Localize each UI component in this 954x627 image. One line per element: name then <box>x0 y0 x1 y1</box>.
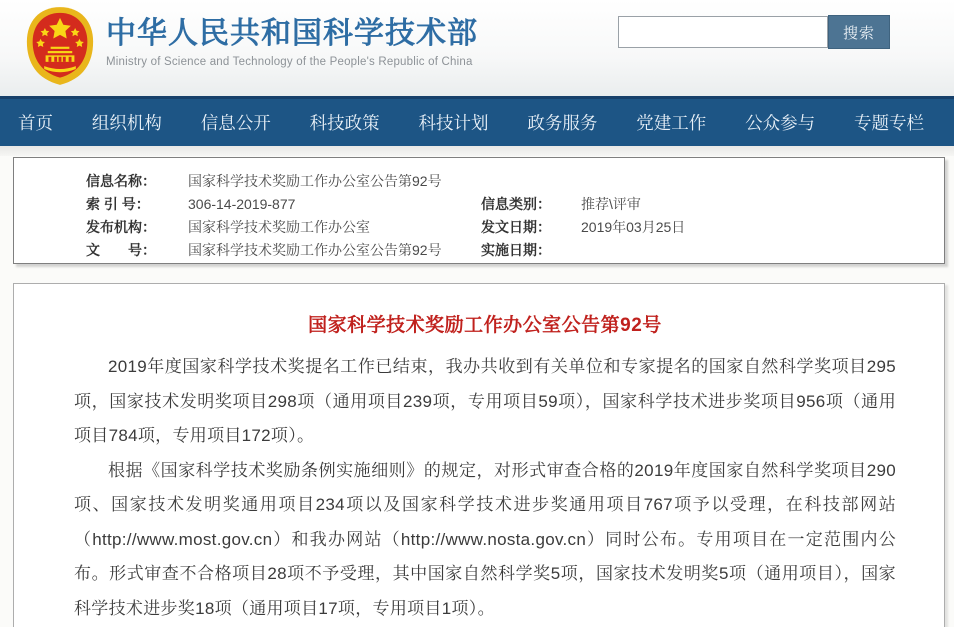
meta-label-category: 信息类别： <box>481 195 551 212</box>
meta-label-info-name: 信息名称： <box>86 172 156 189</box>
meta-label-doc-number: 文 号： <box>86 241 156 258</box>
announcement-article <box>13 283 945 627</box>
nav-item-sci-policy[interactable]: 科技政策 <box>309 113 380 133</box>
meta-value-category: 推荐\评审 <box>581 195 641 212</box>
site-title: 中华人民共和国科学技术部 <box>106 17 478 50</box>
document-meta-box <box>13 157 945 264</box>
site-header <box>0 0 954 96</box>
nav-item-gov-services[interactable]: 政务服务 <box>527 113 598 133</box>
nav-item-special-topics[interactable]: 专题专栏 <box>854 113 924 133</box>
main-nav <box>0 96 954 146</box>
meta-value-info-name: 国家科学技术奖励工作办公室公告第92号 <box>188 172 442 189</box>
meta-value-issue-date: 2019年03月25日 <box>581 218 686 235</box>
meta-label-index-no: 索 引 号： <box>86 195 150 212</box>
meta-row-name <box>14 169 944 192</box>
nav-item-public-participation[interactable]: 公众参与 <box>745 113 816 133</box>
meta-label-issuing-org: 发布机构： <box>86 218 156 235</box>
article-title: 国家科学技术奖励工作办公室公告第92号 <box>308 315 662 336</box>
meta-row-index <box>14 192 944 215</box>
article-paragraph-2: 根据《国家科学技术奖励条例实施细则》的规定，对形式审查合格的2019年度国家自然科学奖项目290项、国家技术发明奖通用项目234项以及国家科学技术进步奖通用项目767项予以受理，在科技部网站（http://www.most.gov.cn）和我办网站（http://www.nosta.gov.cn）同时公布。专用项目在一定范围内公布。形式审查不合格项目28项不予受理，其中国家自然科学奖5项，国家技术发明奖5项（通用项目），国家科学技术进步奖18项（通用项目17项，专用项目1项）。 <box>74 460 896 618</box>
site-identity <box>106 17 478 68</box>
nav-item-info-disclosure[interactable]: 信息公开 <box>200 113 271 133</box>
search-button[interactable]: 搜索 <box>828 15 890 49</box>
nav-item-party-building[interactable]: 党建工作 <box>636 113 707 133</box>
meta-row-doc-number <box>14 238 944 261</box>
nav-item-organization[interactable]: 组织机构 <box>91 113 162 133</box>
meta-value-doc-number: 国家科学技术奖励工作办公室公告第92号 <box>188 241 442 258</box>
national-emblem-icon <box>24 4 96 88</box>
search-area <box>618 16 890 49</box>
search-input[interactable] <box>618 16 828 48</box>
meta-value-issuing-org: 国家科学技术奖励工作办公室 <box>188 218 370 235</box>
site-subtitle: Ministry of Science and Technology of the People's Republic of China <box>106 56 473 68</box>
meta-label-effective-date: 实施日期： <box>481 241 551 258</box>
meta-label-issue-date: 发文日期： <box>481 218 551 235</box>
nav-item-home[interactable]: 首页 <box>18 113 53 133</box>
meta-value-index-no: 306-14-2019-877 <box>188 195 296 212</box>
nav-bottom-strip <box>0 146 954 156</box>
meta-row-issuer <box>14 215 944 238</box>
article-paragraph-1: 2019年度国家科学技术奖提名工作已结束，我办共收到有关单位和专家提名的国家自然科学奖项目295项，国家技术发明奖项目298项（通用项目239项，专用项目59项），国家科学技术进步奖项目956项（通用项目784项，专用项目172项）。 <box>74 357 896 445</box>
nav-item-sci-programs[interactable]: 科技计划 <box>418 113 489 133</box>
